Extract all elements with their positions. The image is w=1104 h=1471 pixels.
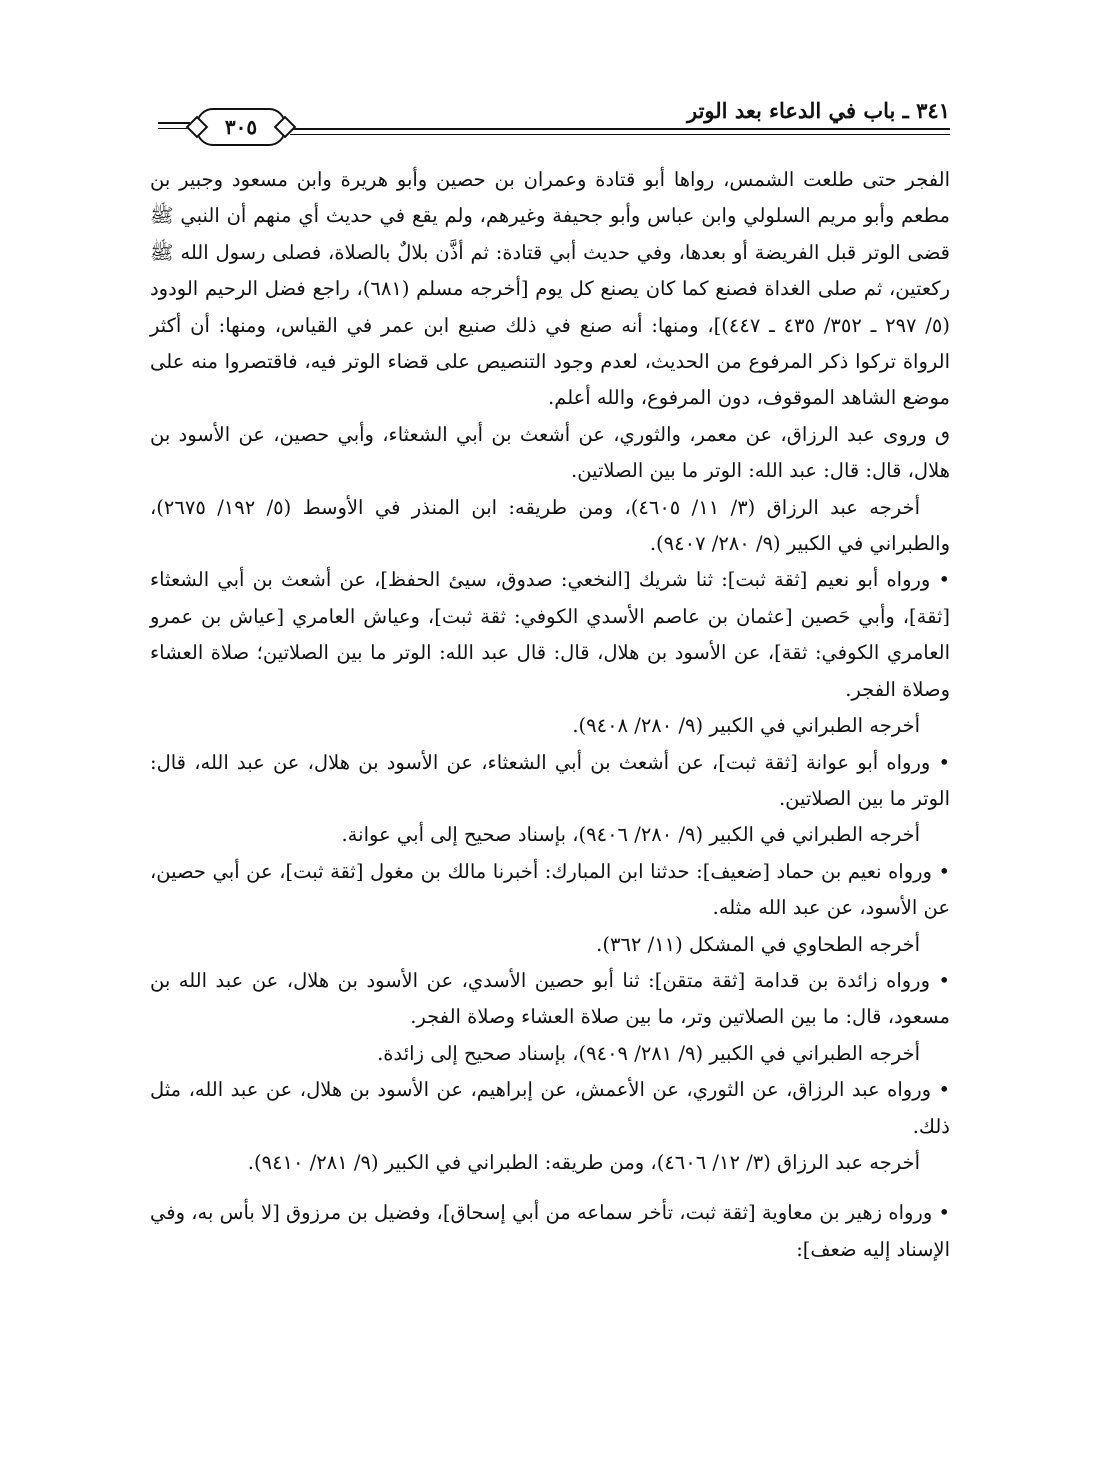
- paragraph-narration: • ورواه أبو نعيم [ثقة ثبت]: ثنا شريك [النخعي: صدوق، سيئ الحفظ]، عن أشعث بن أبي الشعثاء [ثقة]، وأبي حَصين [عثمان بن عاصم الأسدي الكوفي: ثقة ثبت]، وعياش العامري [عياش بن عمرو العامري الكوفي: ثقة]، عن الأسود بن هلال، قال: قال عبد الله: الوتر ما بين الصلاتين؛ صلاة العشاء وصلاة الفجر.: [150, 568, 950, 701]
- paragraph-continuation: الفجر حتى طلعت الشمس، رواها أبو قتادة وعمران بن حصين وأبو هريرة وابن مسعود وجبير بن مطعم وأبو مريم السلولي وابن عباس وأبو جحيفة وغيرهم، ولم يقع في حديث أي منهم أن النبي ﷺ قضى الوتر قبل الفريضة أو بعدها، وفي حديث أبي قتادة: ثم أذَّن بلالٌ بالصلاة، فصلى رسول الله ﷺ ركعتين، ثم صلى الغداة فصنع كما كان يصنع كل يوم [أخرجه مسلم (٦٨١)، راجع فضل الرحيم الودود (٥/ ٢٩٧ ـ ٣٥٢/ ٤٣٥ ـ ٤٤٧)]، ومنها: أنه صنع في ذلك صنيع ابن عمر في القياس، ومنها: أن أكثر الرواة تركوا ذكر المرفوع من الحديث، لعدم وجود التنصيص على قضاء الوتر فيه، فاقتصروا منه على موضع الشاهد الموقوف، دون المرفوع، والله أعلم.: [150, 168, 951, 410]
- page-header: [150, 90, 950, 146]
- page-number: ٣٠٥: [224, 115, 258, 139]
- paragraph-takhrij: أخرجه الطبراني في الكبير (٩/ ٢٨٠/ ٩٤٠٦)، بإسناد صحيح إلى أبي عوانة.: [341, 823, 920, 847]
- paragraph-takhrij: أخرجه الطحاوي في المشكل (١١/ ٣٦٢).: [596, 932, 920, 956]
- paragraph-takhrij: أخرجه الطبراني في الكبير (٩/ ٢٨١/ ٩٤٠٩)، بإسناد صحيح إلى زائدة.: [377, 1041, 920, 1065]
- paragraph-takhrij: أخرجه عبد الرزاق (٣/ ١١/ ٤٦٠٥)، ومن طريقه: ابن المنذر في الأوسط (٥/ ١٩٢/ ٢٦٧٥)، والطبراني في الكبير (٩/ ٢٨٠/ ٩٤٠٧).: [150, 495, 950, 556]
- paragraph-takhrij: أخرجه الطبراني في الكبير (٩/ ٢٨٠/ ٩٤٠٨).: [572, 714, 920, 738]
- header-rule-bottom: [290, 134, 950, 135]
- paragraph-narration: • ورواه زهير بن معاوية [ثقة ثبت، تأخر سماعه من أبي إسحاق]، وفضيل بن مرزوق [لا بأس به، وفي الإسناد إليه ضعف]:: [150, 1201, 950, 1261]
- chapter-title: ٣٤١ ـ باب في الدعاء بعد الوتر: [687, 98, 950, 123]
- page-number-badge: [196, 108, 286, 146]
- header-rule-left-top: [158, 122, 190, 124]
- header-rule-top: [290, 128, 950, 130]
- paragraph-narration: • ورواه أبو عوانة [ثقة ثبت]، عن أشعث بن أبي الشعثاء، عن الأسود بن هلال، عن عبد الله، قال: الوتر ما بين الصلاتين.: [150, 750, 950, 810]
- paragraph-narration: ٯ وروى عبد الرزاق، عن معمر، والثوري، عن أشعث بن أبي الشعثاء، وأبي حصين، عن الأسود بن هلال، قال: قال: عبد الله: الوتر ما بين الصلاتين.: [150, 422, 950, 483]
- paragraph-narration: • ورواه زائدة بن قدامة [ثقة متقن]: ثنا أبو حصين الأسدي، عن الأسود بن هلال، عن عبد الله بن مسعود، قال: ما بين الصلاتين وتر، ما بين صلاة العشاء وصلاة الفجر.: [150, 968, 950, 1029]
- header-rule-left-bottom: [158, 128, 190, 129]
- paragraph-takhrij: أخرجه عبد الرزاق (٣/ ١٢/ ٤٦٠٦)، ومن طريقه: الطبراني في الكبير (٩/ ٢٨١/ ٩٤١٠).: [247, 1150, 920, 1174]
- paragraph-narration: • ورواه نعيم بن حماد [ضعيف]: حدثنا ابن المبارك: أخبرنا مالك بن مغول [ثقة ثبت]، عن أبي حصين، عن الأسود، عن عبد الله مثله.: [150, 859, 950, 920]
- paragraph-narration: • ورواه عبد الرزاق، عن الثوري، عن الأعمش، عن إبراهيم، عن الأسود بن هلال، عن عبد الله، مثل ذلك.: [150, 1078, 950, 1138]
- page-body: [150, 162, 950, 1268]
